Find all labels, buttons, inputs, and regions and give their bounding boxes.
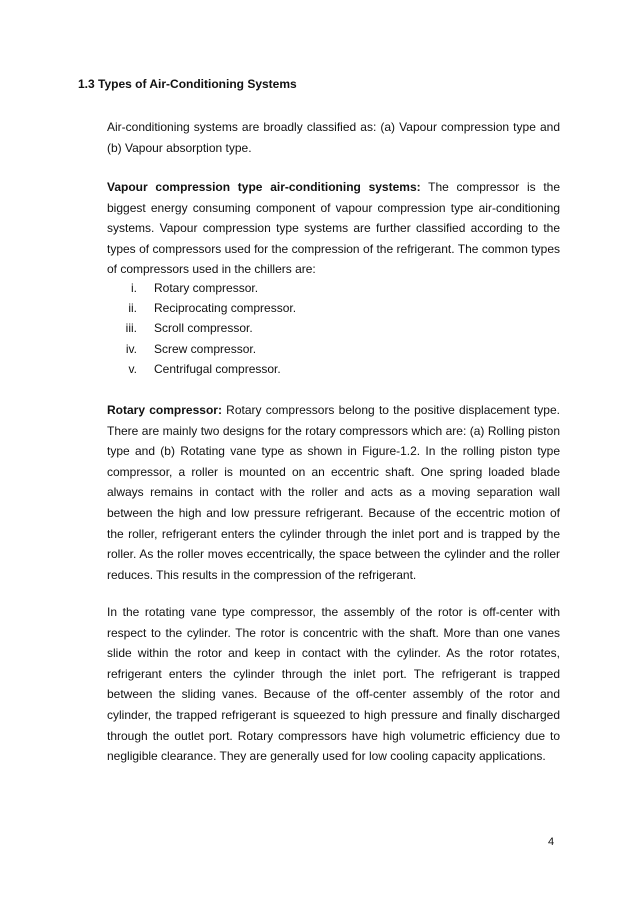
list-item-text: Scroll compressor. xyxy=(154,321,253,336)
list-item-text: Reciprocating compressor. xyxy=(154,301,297,316)
list-item-number: iv. xyxy=(125,341,137,356)
page-number: 4 xyxy=(548,836,555,848)
rotary-compressor-lead: Rotary compressor: xyxy=(107,403,222,417)
rotating-vane-paragraph xyxy=(107,602,560,767)
list-item-text: Screw compressor. xyxy=(154,341,257,356)
list-item-number: i. xyxy=(131,281,137,295)
list-item-number: iii. xyxy=(125,321,137,336)
rotary-compressor-paragraph xyxy=(107,400,560,585)
section-heading: 1.3 Types of Air-Conditioning Systems xyxy=(78,77,297,91)
vapour-compression-lead: Vapour compression type air-conditioning systems: xyxy=(107,180,421,194)
rotating-vane-text: In the rotating vane type compressor, the assembly of the rotor is off-center with respect to the cylinder. The rotor is concentric with the shaft. More than one vanes slide within the rotor and keep in contact with the cylinder. As the rotor rotates, refrigerant enters the cylinder through the inlet port. The refrigerant is trapped between the sliding vanes. Because of the off-center assembly of the rotor and cylinder, the trapped refrigerant is squeezed to high pressure and finally discharged through the outlet port. Rotary compressors have high volumetric efficiency due to negligible clearance. They are generally used for low cooling capacity applications. xyxy=(107,605,560,764)
list-item-text: Centrifugal compressor. xyxy=(154,361,281,376)
intro-text: Air-conditioning systems are broadly classified as: (a) Vapour compression type and (b) Vapour absorption type. xyxy=(107,120,560,155)
list-item-number: v. xyxy=(128,361,137,376)
intro-paragraph xyxy=(107,117,560,158)
rotary-compressor-text: Rotary compressors belong to the positive displacement type. There are mainly two designs for the rotary compressors which are: (a) Rolling piston type and (b) Rotating vane type as shown in Figure-1.2. In the rolling piston type compressor, a roller is mounted on an eccentric shaft. One spring loaded blade always remains in contact with the roller and acts as a moving separation wall between the high and low pressure refrigerant. Because of the eccentric motion of the roller, refrigerant enters the cylinder through the inlet port and is trapped by the roller. As the roller moves eccentrically, the space between the cylinder and the roller reduces. This results in the compression of the refrigerant. xyxy=(107,403,560,582)
vapour-compression-text: The compressor is the biggest energy consuming component of vapour compression type air-conditioning systems. Vapour compression type systems are further classified according to the types of compressors used for the compression of the refrigerant. The common types of compressors used in the chillers are: xyxy=(107,180,561,277)
list-item-text: Rotary compressor. xyxy=(154,281,259,295)
list-item-number: ii. xyxy=(128,301,137,316)
vapour-compression-paragraph xyxy=(107,177,560,280)
